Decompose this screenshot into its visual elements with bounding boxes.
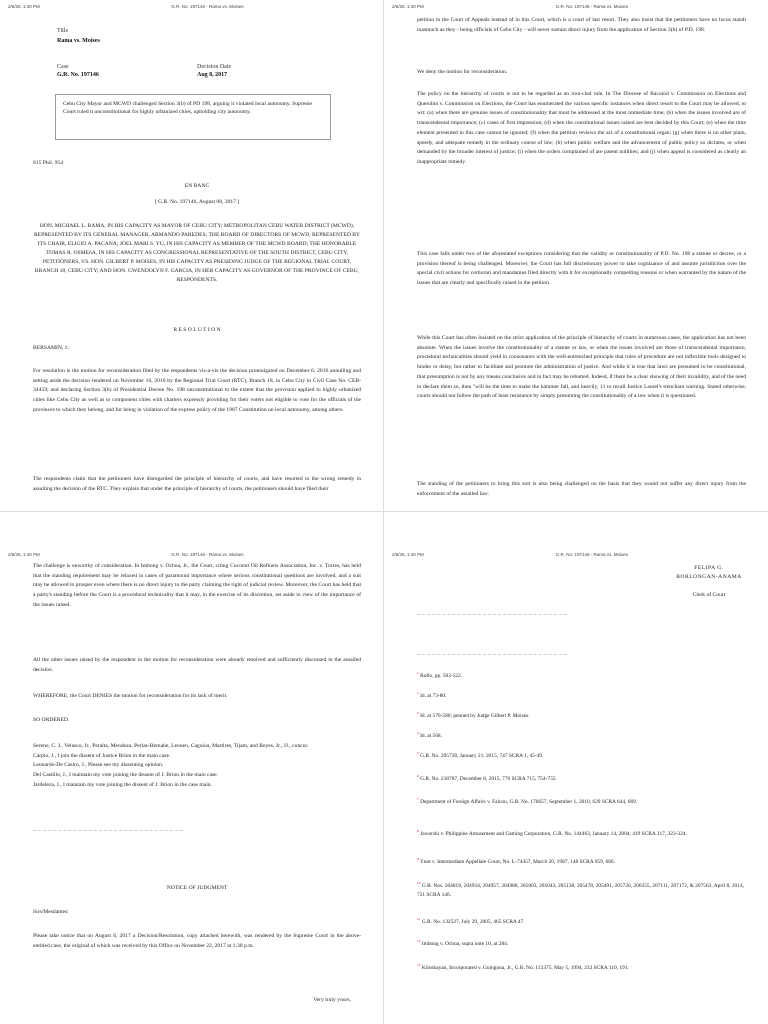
salutation: Sirs/Mesdames: <box>33 909 69 915</box>
paragraph: We deny the motion for reconsideration. <box>417 69 508 75</box>
case-value: G.R. No. 197146 <box>57 72 99 78</box>
footnote <box>417 964 748 973</box>
paragraph: While this Court has often insisted on the strict application of the principle of hierarchy of courts in numerous cases, the application has not been absolute. When the issues involve the constitutionality of a statute or law, or when the issues involved are those of transcendental importance, procedural technicalities should yield in consonance with the well-entrenched principle that rules of procedure are not inflexible tools designed to hinder or delay, but rather to facilitate and promote the administration of justice. And while it is true that laws are presumed to be constitutional, that presumption is not by any means conclusive and in fact may be rebutted. Indeed, if there be a clear showing of their invalidity, and of the need to declare them so, then "will be the time to make the hammer fall, and heavily, 11 to recall Justice Laurel's trenchant warning. Stated otherwise, courts should not follow the path of least resistance by simply presuming the constitutionality of a law when it is questioned. <box>417 335 746 400</box>
footnote-number[interactable]: 11 <box>417 917 421 922</box>
header-doc-title: G.R. No. 197146 - Rama vs. Moises <box>171 4 244 9</box>
notice-body: Please take notice that on August 8, 2017 a Decision/Resolution, copy attached herewith, was rendered by the Supreme Court in the above-entitled case, the original of which was received by this Office on November 22, 2017 at 1:30 p.m. <box>33 933 361 949</box>
footnote-number[interactable]: 3 <box>417 711 419 716</box>
footnote-number[interactable]: 7 <box>417 797 419 802</box>
resolution-heading: R E S O L U T I O N <box>173 327 221 333</box>
footnote-number[interactable]: 5 <box>417 751 419 756</box>
title-value: Rama vs. Moises <box>57 38 100 44</box>
page-header <box>8 4 375 9</box>
divider <box>33 830 183 831</box>
page-4 <box>384 512 768 1024</box>
notice-title: NOTICE OF JUDGMENT <box>166 885 228 891</box>
footnote-number[interactable]: 4 <box>417 731 419 736</box>
header-doc-title: G.R. No. 197146 - Rama vs. Moises <box>555 552 629 557</box>
footnote-number[interactable]: 1 <box>417 671 419 676</box>
header-doc-title: G.R. No. 197146 - Rama vs. Moises <box>171 552 244 557</box>
paragraph: The respondents claim that the petitioners have disregarded the principle of hierarchy of courts, and have resorted to the wrong remedy in assailing the decision of the RTC. They explain that under the principle of hierarchy of courts, the petitioners should have filed their <box>33 476 361 492</box>
closing-block <box>33 996 361 1006</box>
paragraph: The challenge is unworthy of consideration. In Imbong v. Ochoa, Jr., the Court, citing Coconut Oil Refiners Association, Inc. v. Torres, has held that the standing requirement may be relaxed in cases of paramount importance where serious constitutional questions are involved, and a suit may be allowed to prosper even where there is no direct injury to the party claiming the right of judicial review. Moreover, the Court has held that a party's standing before the Court is a procedural technicality that it may, in the exercise of its discretion, set aside in view of the importance of the issues raised. <box>33 563 361 608</box>
footnote <box>417 692 748 701</box>
paragraph: petition in the Court of Appeals instead of in this Court, which is a court of last resort. They also insist that the petitioners have no locus standi inasmuch as they - being officials of Cebu City - will never sustain direct injury from the application of Section 3(b) of P.D. 198. <box>417 17 746 33</box>
notice-heading-block <box>33 884 361 894</box>
phil-reference-block <box>33 159 361 169</box>
signatory: FELIPA G. BORLONGAN-ANAMA <box>676 565 742 580</box>
footnote <box>417 858 748 867</box>
footnote-text: Department of Foreign Affairs v. Falcon, G.R. No. 176657, September 1, 2010, 629 SCRA 644, 669. <box>418 799 638 805</box>
decision-date-field <box>197 64 231 78</box>
header-timestamp: 2/6/25, 1:40 PM <box>392 552 424 557</box>
paragraph: SO ORDERED. <box>33 717 70 723</box>
divider <box>417 654 567 655</box>
footnote-number[interactable]: 6 <box>417 774 419 779</box>
paragraph: The policy on the hierarchy of courts is not to be regarded as an iron-clad rule. In The Diocese of Bacolod v. Commission on Elections and Querubin v. Commission on Elections, the Court has enumerated the various specific instances when direct resort to the Court may be allowed, to wit: (a) when there are genuine issues of constitutionality that must be addressed at the most immediate time; (b) when the issues involved are of transcendental importance; (c) cases of first impression; (d) when the constitutional issues raised are best decided by this Court; (e) when the time element presented in this case cannot be ignored; (f) when the petition reviews the act of a constitutional organ; (g) when there is no other plain, speedy, and adequate remedy in the ordinary course of law; (h) when public welfare and the advancement of public policy so dictates, or when demanded by the broader interest of justice; (i) when the orders complained of are patent nullities; and (j) when appeal is considered as clearly an inappropriate remedy. <box>417 91 746 165</box>
paragraph: All the other issues raised by the respondent in the motion for reconsideration were already resolved and sufficiently discussed in the assailed decision. <box>33 657 361 673</box>
case-label: Case <box>57 64 69 70</box>
concurrence: Leonardo-De Castro, J., Please see my dissenting opinion. <box>33 762 164 769</box>
header-timestamp: 2/6/25, 1:40 PM <box>392 4 424 9</box>
closing: Very truly yours, <box>313 997 351 1003</box>
footnote-number[interactable]: 10 <box>417 881 421 886</box>
court-heading-block <box>33 182 361 207</box>
paragraph-block <box>417 90 746 168</box>
concurrence: Jardeleza, J., I maintain my vote joining the dissent of J. Brion in the case main. <box>33 781 212 788</box>
concurrence: Del Castillo, J., I maintain my vote joining the dissent of J. Brion in the main case. <box>33 772 219 779</box>
concurrence-block <box>33 742 361 791</box>
footnote <box>417 918 748 927</box>
footnote <box>417 732 748 741</box>
footnote-text: G.R. No. 218787, December 8, 2015, 776 SCRA 715, 754-755. <box>418 776 557 782</box>
header-timestamp: 2/6/25, 1:40 PM <box>8 4 40 9</box>
paragraph-block <box>417 16 746 35</box>
ponente: BERSAMIN, J.: <box>33 345 70 351</box>
paragraph-block <box>33 692 361 702</box>
paragraph-block <box>33 475 361 494</box>
footnote-text: Id. at 576-580; penned by Judge Gilbert P. Moises. <box>418 713 530 719</box>
header-timestamp: 2/6/25, 1:40 PM <box>8 552 40 557</box>
paragraph-block <box>417 68 746 78</box>
ponente-block <box>33 344 361 354</box>
footnote <box>417 882 748 900</box>
footnote-text: Ynot v. Intermediate Appellate Court, No. L-74457, March 20, 1987, 148 SCRA 659, 666. <box>418 859 615 865</box>
decision-date-value: Aug 8, 2017 <box>197 72 228 78</box>
signatory-title: Clerk of Court <box>692 592 726 598</box>
paragraph: This case falls under two of the aforestated exceptions considering that the validity or constitutionality of P.D. No. 198 a statute or decree, or a provision thereof is being challenged. Moreover, the Court has full discretionary power to take cognizance of and assume jurisdiction over the special civil actions for certiorari and mandamus filed directly with it for exceptionally compelling reasons or when warranted by the nature of the issues that are clearly and specifically raised in the petition. <box>417 251 746 287</box>
footnote-text: G.R. No. 132527, July 29, 2005, 465 SCRA 47. <box>420 919 525 925</box>
paragraph: WHEREFORE, the Court DENIES the motion for reconsideration for its lack of merit. <box>33 693 228 699</box>
footnote-text: Kilosbayan, Incorporated v. Guingona, Jr., G.R. No. 113375, May 5, 1994, 232 SCRA 110, 191. <box>420 965 629 971</box>
footnote-number[interactable]: 13 <box>417 963 421 968</box>
concurrence: Carpio, J., I join the dissent of Justice Brion in the main case. <box>33 752 171 759</box>
case-summary: Cebu City Mayor and MCWD challenged Section 3(b) of PD 198, arguing it violated local autonomy. Supreme Court ruled it unconstitutional for highly urbanized cities, upholding city autonomy. <box>63 101 313 115</box>
salutation-block <box>33 908 361 918</box>
footnote <box>417 672 748 681</box>
page-3 <box>0 512 384 1024</box>
footnote-number[interactable]: 8 <box>417 829 419 834</box>
footnote-text: G.R. Nos. 204819, 204934, 204957, 204988, 205003, 205043, 205138, 205478, 205491, 205720, 206355, 207111, 207172, & 207563, April 8, 2014, 721 SCRA 146. <box>417 883 744 898</box>
paragraph-block <box>33 367 361 416</box>
footnote-text: Rollo, pp. 503-522. <box>418 673 463 679</box>
resolution-heading-block <box>33 326 361 336</box>
page-header <box>392 552 760 557</box>
phil-reference: 815 Phil. 954 <box>33 160 63 166</box>
paragraph: For resolution is the motion for reconsideration filed by the respondents vis-a-vis the decision promulgated on December 6, 2016 annulling and setting aside the decision rendered on November 16, 2010 by the Regional Trial Court (RTC), Branch 18, in Cebu City in Civil Case No. CEB-34459; and declaring Section 3(b) of Presidential Decree No. 198 unconstitutional to the extent that the provision applied to highly urbanized cities like Cebu City as well as to component cities with charters expressly providing for their voters not eligible to vote for the officials of the provinces to which they belong, and for being in violation of the express policy of the 1987 Constitution on local autonomy, among others. <box>33 368 361 413</box>
footnote-text: Id. at 73-80. <box>418 693 447 699</box>
paragraph-block <box>417 250 746 289</box>
page-header <box>8 552 375 557</box>
footnote-number[interactable]: 12 <box>417 939 421 944</box>
footnote <box>417 830 748 839</box>
decision-date-label: Decision Date <box>197 64 232 70</box>
footnote <box>417 940 748 949</box>
footnote-number[interactable]: 2 <box>417 691 419 696</box>
en-banc-heading: EN BANC <box>184 183 210 189</box>
divider <box>417 614 567 615</box>
case-summary-box <box>55 94 331 140</box>
parties: HON. MICHAEL L. RAMA, IN HIS CAPACITY AS MAYOR OF CEBU CITY; METROPOLITAN CEBU WATER DISTRICT (MCWD), REPRESENTED BY ITS GENERAL MANAGER, ARMANDO PAREDES; THE BOARD OF DIRECTORS OF MCWD, REPRESENTED BY ITS CHAIR, ELIGIO A. PACANA; JOEL MARI S. YU, IN HIS CAPACITY AS MEMBER OF THE MCWD BOARD; THE HONORABLE TOMAS R. OSMEñA, IN HIS CAPACITY AS CONGRESSIONAL REPRESENTATIVE OF THE SOUTH DISTRICT, CEBU CITY, PETITIONERS, VS. HON. GILBERT P. MOISES, IN HIS CAPACITY AS PRESIDING JUDGE OF THE REGIONAL TRIAL COURT, BRANCH 18, CEBU CITY; AND HON. GWENDOLYN F. GARCIA, IN HER CAPACITY AS GOVERNOR OF THE PROVINCE OF CEBU, RESPONDENTS. <box>33 223 361 283</box>
paragraph-block <box>33 562 361 611</box>
paragraph-block <box>33 716 361 726</box>
header-doc-title: G.R. No. 197146 - Rama vs. Moises <box>555 4 629 9</box>
concurrence: Sereno, C. J., Velasco, Jr., Peralta, Mendoza, Perlas-Bernabe, Leonen, Caguioa, Martires, Tijam, and Reyes, Jr., JJ., concur. <box>33 743 309 749</box>
page-2 <box>384 0 768 512</box>
footnote <box>417 775 748 784</box>
paragraph: The standing of the petitioners to bring this suit is also being challenged on the basis that they would not suffer any direct injury from the enforcement of the assailed law. <box>417 481 746 497</box>
footnote-text: Imbong v. Ochoa, supra note 10, at 284. <box>420 941 509 947</box>
gr-heading: [ G.R. No. 197146, August 08, 2017 ] <box>154 198 240 205</box>
footnote <box>417 752 748 761</box>
footnote-text: G.R. No. 205728, January 21, 2015, 747 SCRA 1, 45-49. <box>418 753 544 759</box>
footnote-text: Id. at 568. <box>418 733 442 739</box>
paragraph-block <box>33 932 361 951</box>
footnote-text: Jaworski v. Philippine Amusement and Gaming Corporation, G.R. No. 144463, January 14, 2004, 419 SCRA 317, 323-324. <box>418 831 687 837</box>
paragraph-block <box>417 334 746 402</box>
footnote-number[interactable]: 9 <box>417 857 419 862</box>
paragraph-block <box>417 480 746 499</box>
case-field <box>57 64 99 78</box>
parties-block <box>33 222 361 285</box>
paragraph-block <box>33 656 361 675</box>
footnote <box>417 712 748 721</box>
title-label: Title <box>57 28 69 34</box>
page-1 <box>0 0 384 512</box>
title-field <box>57 28 100 44</box>
page-header <box>392 4 760 9</box>
footnote <box>417 798 748 807</box>
